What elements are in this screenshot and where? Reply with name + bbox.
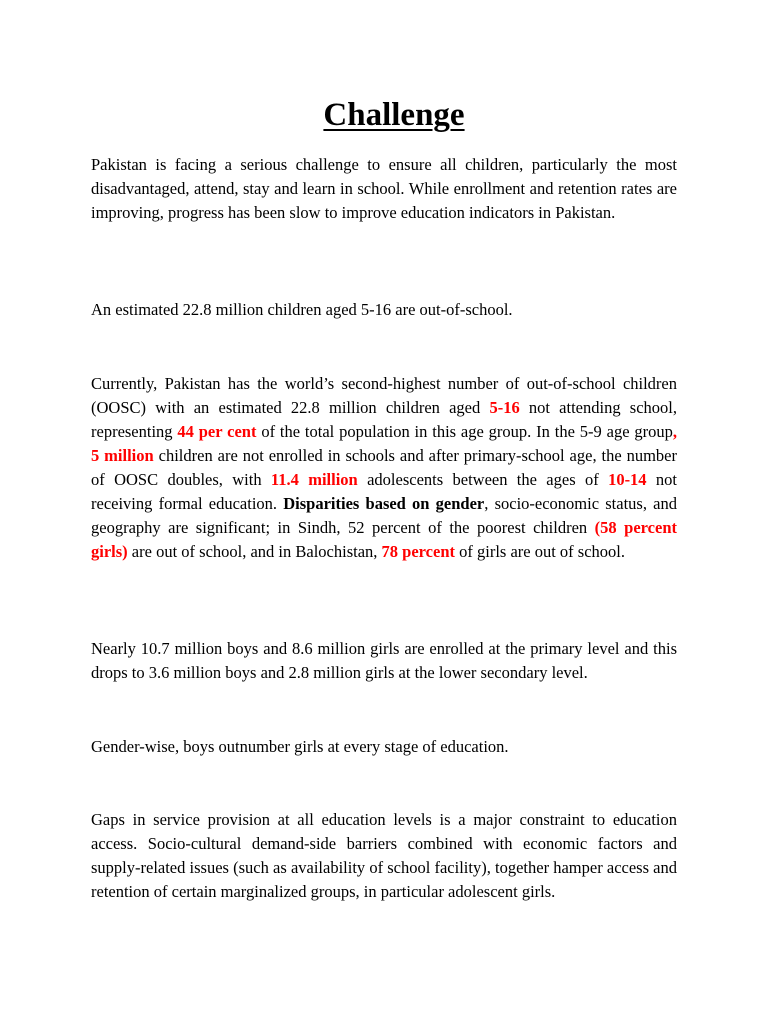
highlight-age-range: 5-16	[489, 398, 520, 417]
text-segment: Currently, Pakistan has the world’s second-highest number of out-of-school children (OOSC) with an estimated 22.8 million children aged	[91, 374, 677, 417]
oosc-details-paragraph	[91, 372, 677, 564]
highlight-balochistan-percent: 78 percent	[381, 542, 455, 561]
page-title: Challenge	[323, 97, 465, 133]
text-segment: are out of school, and in Balochistan,	[127, 542, 382, 561]
highlight-adolescent-ages: 10-14	[608, 470, 647, 489]
text-segment: , socio-economic status, and geography are significant; in Sindh, 52 percent of the poorest children	[91, 494, 677, 537]
text-segment: children are not enrolled in schools and after primary-school age, the number of OOSC doubles, with	[91, 446, 677, 489]
gender-paragraph: Gender-wise, boys outnumber girls at every stage of education.	[91, 737, 509, 756]
text-segment: of the total population in this age group. In the 5-9 age group	[256, 422, 673, 441]
highlight-eleven-million: 11.4 million	[270, 470, 358, 489]
intro-paragraph: Pakistan is facing a serious challenge to ensure all children, particularly the most disadvantaged, attend, stay and learn in school. While enrollment and retention rates are improving, progress has been slow to improve education indicators in Pakistan.	[91, 155, 677, 222]
text-segment: adolescents between the ages of	[357, 470, 609, 489]
highlight-five-million: , 5 million	[91, 422, 677, 465]
highlight-percentage: 44 per cent	[177, 422, 257, 441]
bold-disparities: Disparities based on gender	[283, 494, 485, 513]
text-segment: not receiving formal education.	[91, 470, 677, 513]
service-gaps-paragraph: Gaps in service provision at all education levels is a major constraint to education access. Socio-cultural demand-side barriers combined with economic factors and supply-related issues (such as availability of school facility), together hamper access and retention of certain marginalized groups, in particular adolescent girls.	[91, 810, 677, 901]
oosc-estimate-paragraph: An estimated 22.8 million children aged 5-16 are out-of-school.	[91, 300, 513, 319]
enrollment-paragraph: Nearly 10.7 million boys and 8.6 million girls are enrolled at the primary level and this drops to 3.6 million boys and 2.8 million girls at the lower secondary level.	[91, 639, 677, 682]
text-segment: of girls are out of school.	[455, 542, 626, 561]
highlight-girls-percent: (58 percent girls)	[91, 518, 678, 561]
text-segment: not attending school, representing	[91, 398, 677, 441]
